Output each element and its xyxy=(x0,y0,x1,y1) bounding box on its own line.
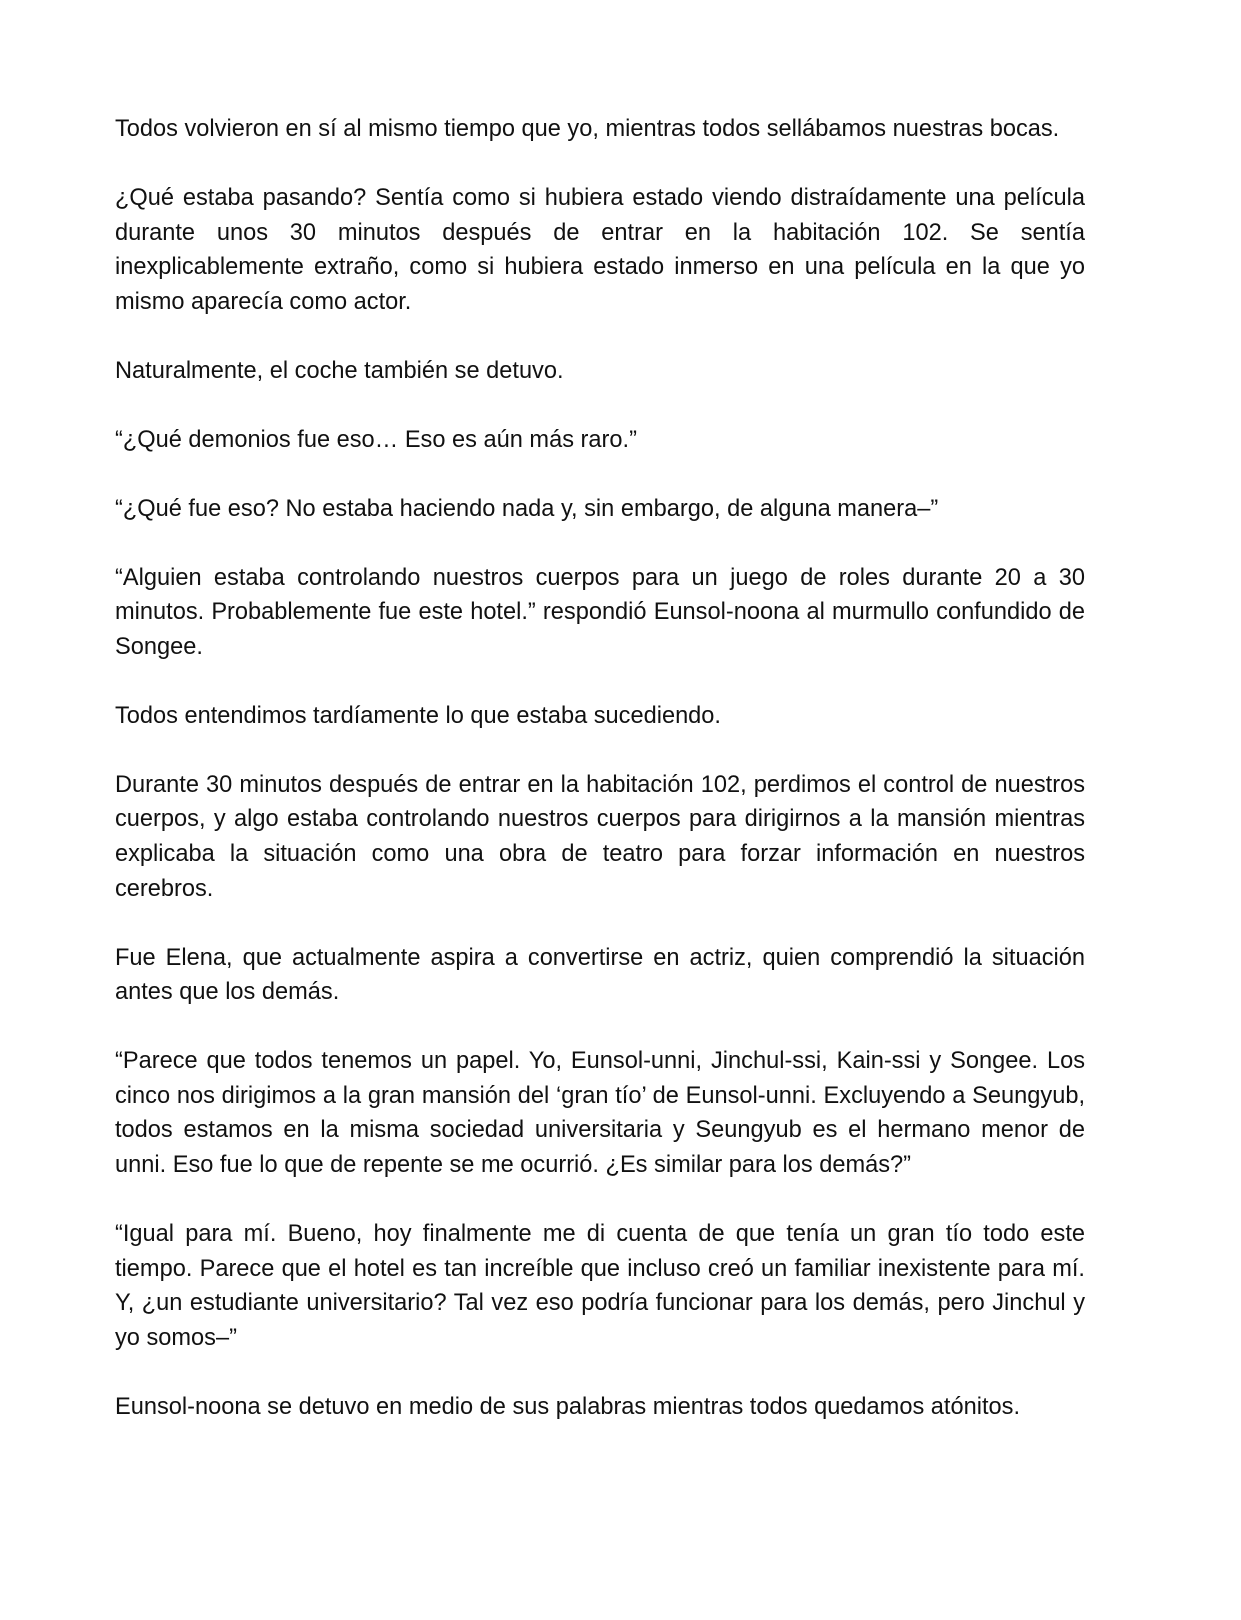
paragraph: “Igual para mí. Bueno, hoy finalmente me di cuenta de que tenía un gran tío todo este tiempo. Parece que el hotel es tan increíble que incluso creó un familiar inexistente para mí. Y, ¿un estudiante universitario? Tal vez eso podría funcionar para los demás, pero Jinchul y yo somos–” xyxy=(115,1220,1085,1351)
paragraph: “Parece que todos tenemos un papel. Yo, Eunsol-unni, Jinchul-ssi, Kain-ssi y Songee. Los cinco nos dirigimos a la gran mansión del ‘gran tío’ de Eunsol-unni. Excluyendo a Seungyub, todos estamos en la misma sociedad universitaria y Seungyub es el hermano menor de unni. Eso fue lo que de repente se me ocurrió. ¿Es similar para los demás?” xyxy=(115,1048,1085,1178)
paragraph: Durante 30 minutos después de entrar en la habitación 102, perdimos el control de nuestros cuerpos, y algo estaba controlando nuestros cuerpos para dirigirnos a la mansión mientras explicaba la situación como una obra de teatro para forzar información en nuestros cerebros. xyxy=(115,771,1085,902)
paragraph: “¿Qué demonios fue eso… Eso es aún más raro.” xyxy=(115,426,637,453)
paragraph: “¿Qué fue eso? No estaba haciendo nada y, sin embargo, de alguna manera–” xyxy=(115,495,939,522)
paragraph: Todos entendimos tardíamente lo que estaba sucediendo. xyxy=(115,702,721,729)
paragraph: Naturalmente, el coche también se detuvo. xyxy=(115,357,564,384)
paragraph: ¿Qué estaba pasando? Sentía como si hubiera estado viendo distraídamente una película durante unos 30 minutos después de entrar en la habitación 102. Se sentía inexplicablemente extraño, como si hubiera estado inmerso en una película en la que yo mismo aparecía como actor. xyxy=(115,184,1085,315)
paragraph: “Alguien estaba controlando nuestros cuerpos para un juego de roles durante 20 a 30 minutos. Probablemente fue este hotel.” respondió Eunsol-noona al murmullo confundido de Songee. xyxy=(115,564,1085,660)
paragraph: Todos volvieron en sí al mismo tiempo que yo, mientras todos sellábamos nuestras bocas. xyxy=(115,116,1060,142)
paragraph: Eunsol-noona se detuvo en medio de sus palabras mientras todos quedamos atónitos. xyxy=(115,1393,1020,1420)
paragraph: Fue Elena, que actualmente aspira a convertirse en actriz, quien comprendió la situación antes que los demás. xyxy=(115,944,1085,1006)
document-page xyxy=(115,112,1085,1459)
